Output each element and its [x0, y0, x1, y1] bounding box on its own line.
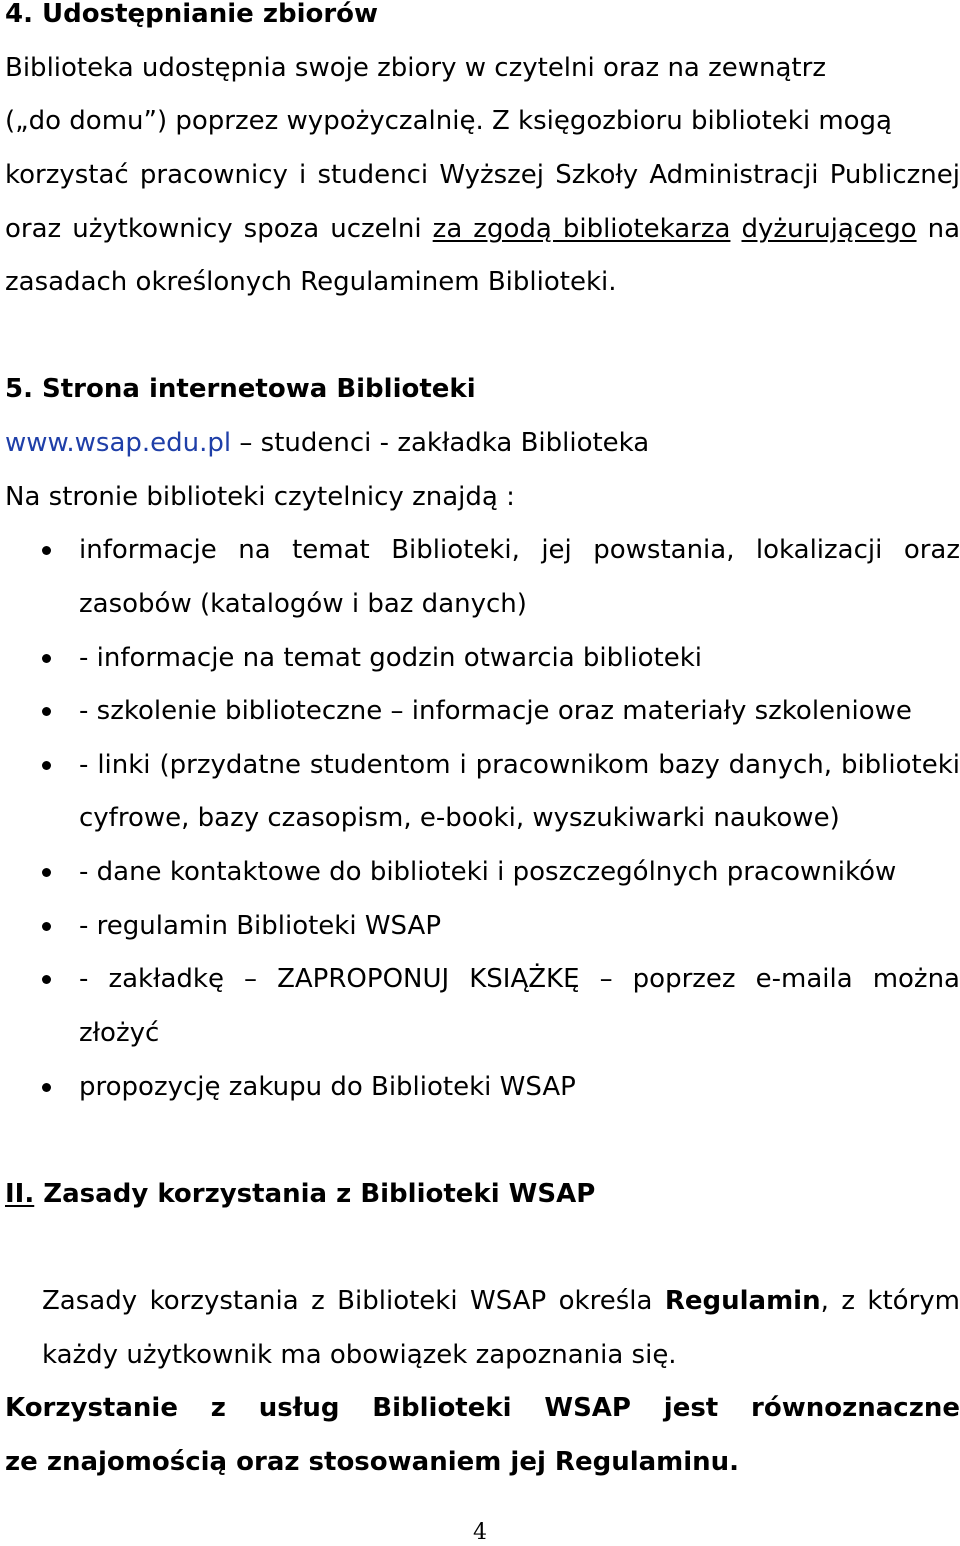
- bullet-1-line-1: informacje na temat Biblioteki, jej powstania, lokalizacji oraz: [79, 535, 960, 565]
- section-4-line-4-end: na: [927, 214, 960, 244]
- bullet-dot: [42, 546, 51, 555]
- bullet-dot: [42, 707, 51, 716]
- regulamin-bold: Regulamin: [664, 1286, 821, 1316]
- section-4-line-4: [5, 212, 960, 246]
- section-4-heading: 4. Udostępnianie zbiorów: [5, 0, 379, 29]
- section-II-title: Zasady korzystania z Biblioteki WSAP: [34, 1179, 596, 1209]
- bullet-dot: [42, 975, 51, 984]
- bullet-5-line-1: - dane kontaktowe do biblioteki i poszczególnych pracowników: [79, 857, 897, 887]
- page-number: 4: [473, 1520, 487, 1545]
- website-line: [5, 426, 960, 460]
- section-4-line-2: („do domu”) poprzez wypożyczalnię. Z księgozbioru biblioteki mogą: [5, 106, 892, 136]
- bullet-dot: [42, 1083, 51, 1092]
- bullet-dot: [42, 922, 51, 931]
- bullet-1-line-2: zasobów (katalogów i baz danych): [79, 589, 527, 619]
- section-II-line-4: ze znajomością oraz stosowaniem jej Regulaminu.: [5, 1447, 740, 1477]
- section-II-heading: [5, 1177, 960, 1211]
- bullet-6-line-1: - regulamin Biblioteki WSAP: [79, 911, 442, 941]
- section-4-line-4-start: oraz użytkownicy spoza uczelni: [5, 214, 422, 244]
- bullet-4-line-2: cyfrowe, bazy czasopism, e-booki, wyszukiwarki naukowe): [79, 803, 840, 833]
- bullet-dot: [42, 868, 51, 877]
- bullet-dot: [42, 654, 51, 663]
- bullet-4-line-1: - linki (przydatne studentom i pracownikom bazy danych, biblioteki: [79, 750, 960, 780]
- on-duty-underlined: dyżurującego: [741, 214, 917, 244]
- bullet-8-line-1: propozycję zakupu do Biblioteki WSAP: [79, 1072, 576, 1102]
- consent-underlined: za zgodą bibliotekarza: [432, 214, 731, 244]
- section-4-line-3: korzystać pracownicy i studenci Wyższej Szkoły Administracji Publicznej: [5, 160, 960, 190]
- bullet-7-line-1: - zakładkę – ZAPROPONUJ KSIĄŻKĘ – poprzez e-maila można: [79, 964, 960, 994]
- section-4-line-1: Biblioteka udostępnia swoje zbiory w czytelni oraz na zewnątrz: [5, 53, 826, 83]
- section-4-line-5: zasadach określonych Regulaminem Biblioteki.: [5, 267, 617, 297]
- bullet-3-line-1: - szkolenie biblioteczne – informacje oraz materiały szkoleniowe: [79, 696, 912, 726]
- section-II-line-3: Korzystanie z usług Biblioteki WSAP jest równoznaczne: [5, 1393, 960, 1423]
- website-line-rest: – studenci - zakładka Biblioteka: [231, 428, 650, 458]
- section-5-heading: 5. Strona internetowa Biblioteki: [5, 374, 476, 404]
- website-link[interactable]: www.wsap.edu.pl: [5, 428, 232, 458]
- section-II-line-2: każdy użytkownik ma obowiązek zapoznania się.: [42, 1340, 677, 1370]
- section-II-line-1-end: , z którym: [820, 1286, 960, 1316]
- bullet-dot: [42, 761, 51, 770]
- section-5-intro: Na stronie biblioteki czytelnicy znajdą :: [5, 482, 515, 512]
- bullet-2-line-1: - informacje na temat godzin otwarcia biblioteki: [79, 643, 702, 673]
- section-II-line-1-start: Zasady korzystania z Biblioteki WSAP określa: [42, 1286, 665, 1316]
- section-II-line-1: [42, 1284, 960, 1318]
- bullet-7-line-2: złożyć: [79, 1018, 160, 1048]
- section-II-number: II.: [5, 1179, 35, 1209]
